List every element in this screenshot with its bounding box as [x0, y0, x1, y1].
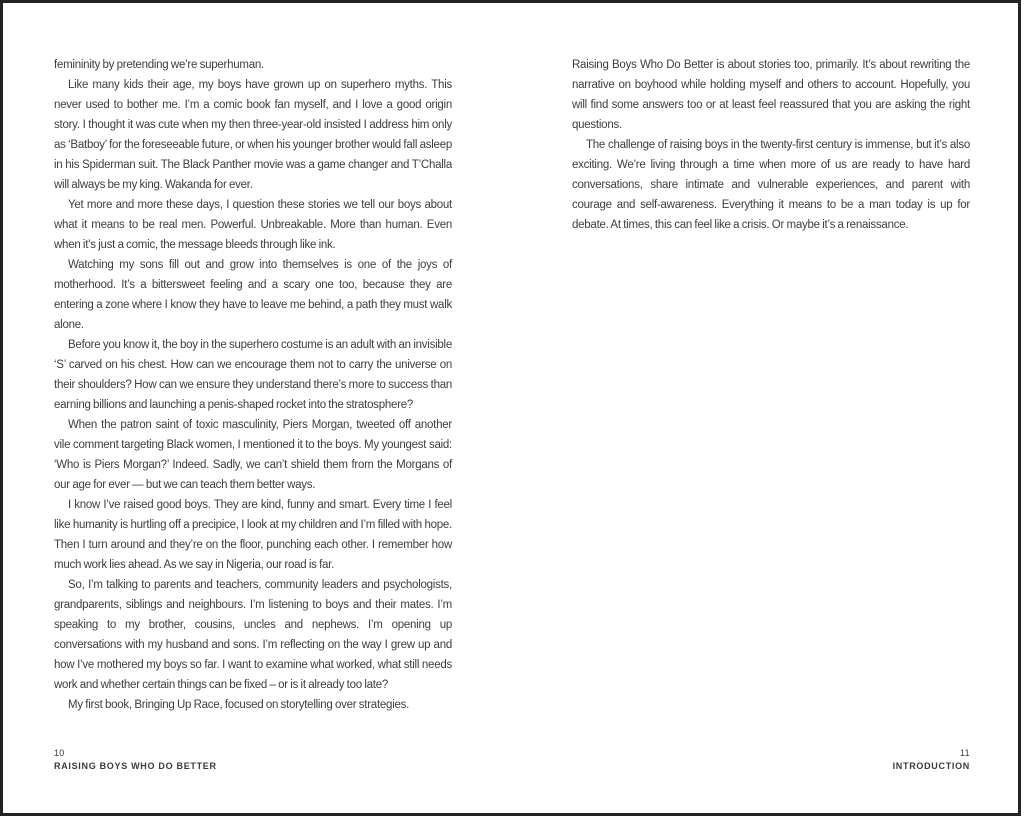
paragraph: My first book, Bringing Up Race, focused on storytelling over strategies. — [68, 699, 410, 711]
left-page-footer — [54, 747, 452, 773]
paragraph: Raising Boys Who Do Better is about stories too, primarily. It’s about rewriting the narrative on boyhood while holding myself and others to account. Hopefully, you will find some answers too or at least feel reassured that you are asking the right questions. — [572, 59, 970, 131]
right-page-number: 11 — [960, 748, 970, 758]
left-page-text — [54, 55, 452, 715]
paragraph: So, I’m talking to parents and teachers, community leaders and psychologists, grandparents, siblings and neighbours. I’m listening to boys and their mates. I’m speaking to my brother, cousins, uncles and nephews. I’m opening up conversations with my husband and sons. I’m reflecting on the way I grew up and how I’ve mothered my boys so far. I want to examine what worked, what still needs work and whether certain things can be fixed – or is it already too late? — [54, 579, 452, 691]
right-running-footer: INTRODUCTION — [892, 761, 970, 771]
paragraph: Like many kids their age, my boys have grown up on superhero myths. This never used to bother me. I’m a comic book fan myself, and I love a good origin story. I thought it was cute when my then three-year-old insisted I address him only as ‘Batboy’ for the foreseeable future, or when his younger brother would fall asleep in his Spiderman suit. The Black Panther movie was a game changer and T’Challa will always be my king. Wakanda for ever. — [54, 79, 452, 191]
left-page-number: 10 — [54, 748, 65, 758]
paragraph: I know I’ve raised good boys. They are kind, funny and smart. Every time I feel like humanity is hurtling off a precipice, I look at my children and I’m filled with hope. Then I turn around and they’re on the floor, punching each other. I remember how much work lies ahead. As we say in Nigeria, our road is far. — [54, 499, 452, 571]
paragraph: Before you know it, the boy in the superhero costume is an adult with an invisible ‘S’ carved on his chest. How can we encourage them not to carry the universe on their shoulders? How can we ensure they understand there’s more to success than earning billions and launching a penis-shaped rocket into the stratosphere? — [54, 339, 452, 411]
paragraph: Watching my sons fill out and grow into themselves is one of the joys of motherhood. It’s a bittersweet feeling and a scary one too, because they are entering a zone where I know they have to leave me behind, a path they must walk alone. — [54, 259, 452, 331]
left-running-footer: RAISING BOYS WHO DO BETTER — [54, 761, 217, 771]
left-page — [54, 55, 452, 715]
right-page — [572, 55, 970, 235]
paragraph: The challenge of raising boys in the twenty-first century is immense, but it’s also exciting. We’re living through a time when more of us are ready to have hard conversations, share intimate and vulnerable experiences, and parent with courage and self-awareness. Everything it means to be a man today is up for debate. At times, this can feel like a crisis. Or maybe it’s a renaissance. — [572, 139, 970, 231]
paragraph: femininity by pretending we’re superhuman. — [54, 59, 264, 71]
paragraph: When the patron saint of toxic masculinity, Piers Morgan, tweeted off another vile comment targeting Black women, I mentioned it to the boys. My youngest said: ‘Who is Piers Morgan?’ Indeed. Sadly, we can’t shield them from the Morgans of our age for ever — but we can teach them better ways. — [54, 419, 452, 491]
right-page-text — [572, 55, 970, 235]
paragraph: Yet more and more these days, I question these stories we tell our boys about what it means to be real men. Powerful. Unbreakable. More than human. Even when it’s just a comic, the message bleeds through like ink. — [54, 199, 452, 251]
right-page-footer — [572, 747, 970, 773]
